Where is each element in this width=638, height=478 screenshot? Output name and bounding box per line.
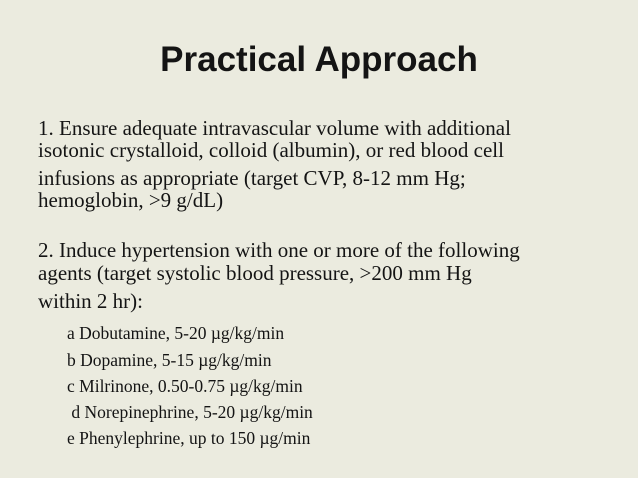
- agent-dobutamine: a Dobutamine, 5-20 µg/kg/min: [67, 323, 285, 343]
- point1-line1: 1. Ensure adequate intravascular volume with additional: [38, 116, 511, 140]
- agent-dopamine: b Dopamine, 5-15 µg/kg/min: [67, 350, 272, 370]
- point1-line2: isotonic crystalloid, colloid (albumin), or red blood cell: [38, 138, 504, 162]
- slide-title: Practical Approach: [160, 40, 478, 79]
- agent-phenylephrine: e Phenylephrine, up to 150 µg/min: [67, 428, 311, 448]
- agent-milrinone: c Milrinone, 0.50-0.75 µg/kg/min: [67, 376, 303, 396]
- point2-line2: agents (target systolic blood pressure, >200 mm Hg: [38, 261, 472, 285]
- point2-line1: 2. Induce hypertension with one or more of the following: [38, 238, 520, 262]
- point2-line3: within 2 hr):: [38, 289, 143, 313]
- point1-line3: infusions as appropriate (target CVP, 8-12 mm Hg;: [38, 166, 466, 190]
- point1-line4: hemoglobin, >9 g/dL): [38, 188, 224, 212]
- agent-norepinephrine: d Norepinephrine, 5-20 µg/kg/min: [67, 402, 313, 422]
